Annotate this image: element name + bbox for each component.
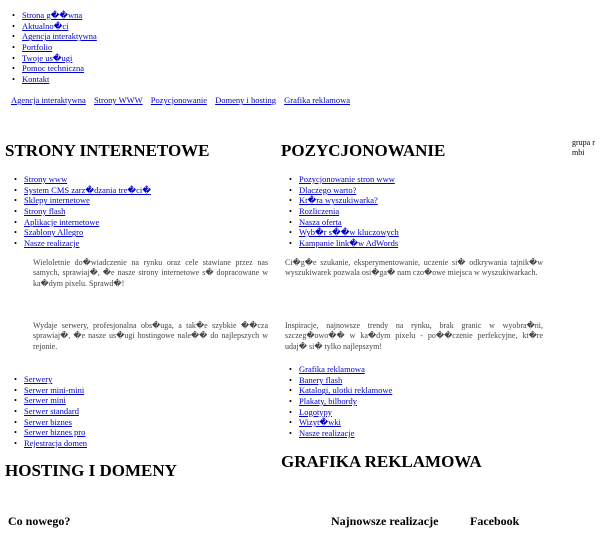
sub-nav-link-hosting[interactable]: Domeny i hosting <box>215 95 277 105</box>
grafika-paragraph: Inspiracje, najnowsze trendy na rynku, brak granic w wyobra�ni, szczeg�owo�� w ka�dym pixelu - po��czenie perfekcyjne, kt�re udaj� si� tylko najlepszym! <box>285 321 543 351</box>
strony-heading: STRONY INTERNETOWE <box>5 141 210 160</box>
main-nav-item-home <box>10 10 97 21</box>
sub-nav-link-graphics[interactable]: Grafika reklamowa <box>284 95 350 105</box>
footer-facebook-heading: Facebook <box>470 514 520 528</box>
hosting-link-standard[interactable]: Serwer standard <box>24 405 79 416</box>
strony-link-www[interactable]: Strony www <box>24 174 68 184</box>
main-nav-item-services <box>10 53 97 64</box>
sub-nav-link-www[interactable]: Strony WWW <box>93 95 143 105</box>
main-nav-item-contact <box>10 74 97 85</box>
pozycjonowanie-link-item <box>287 238 399 249</box>
strony-link-allegro[interactable]: Szablony Allegro <box>24 227 84 238</box>
pozycjonowanie-link-keywords[interactable]: Wyb�r s��w kluczowych <box>299 227 399 238</box>
grafika-link-item <box>287 396 392 407</box>
grafika-link-item <box>287 375 392 386</box>
pozycjonowanie-link-item <box>287 185 399 196</box>
strony-link-item <box>12 227 151 238</box>
strony-link-flash[interactable]: Strony flash <box>24 205 66 216</box>
strony-link-item <box>12 185 151 196</box>
pozycjonowanie-link-engine[interactable]: Kt�ra wyszukiwarka? <box>299 195 378 206</box>
main-nav-link-agency[interactable]: Agencja interaktywna <box>22 31 97 42</box>
pozycjonowanie-link-why[interactable]: Dlaczego warto? <box>299 184 357 195</box>
pozycjonowanie-links-list <box>287 174 399 248</box>
grafika-link-item <box>287 428 392 439</box>
grafika-link-graphics[interactable]: Grafika reklamowa <box>299 364 365 374</box>
main-nav-link-support[interactable]: Pomoc techniczna <box>22 63 85 74</box>
pozycjonowanie-link-item <box>287 227 399 238</box>
footer-news-heading: Co nowego? <box>8 514 71 528</box>
main-nav-link-services[interactable]: Twoje us�ugi <box>22 52 73 63</box>
pozycjonowanie-paragraph: Ci�g�e szukanie, eksperymentowanie, uczenie si� odkrywania tajnik�w wyszukiwarek pozwala osi�ga� nam czo�owe miejsca w wyszukiwarkach. <box>285 258 543 278</box>
hosting-link-mini[interactable]: Serwer mini <box>24 395 66 406</box>
strony-link-portfolio[interactable]: Nasze realizacje <box>24 237 80 248</box>
pozycjonowanie-link-item <box>287 195 399 206</box>
sub-nav-link-agency[interactable]: Agencja interaktywna <box>11 95 86 105</box>
main-nav <box>10 10 97 84</box>
main-nav-item-support <box>10 63 97 74</box>
hosting-link-item <box>12 417 87 428</box>
grafika-link-catalogs[interactable]: Katalogi, ulotki reklamowe <box>299 385 393 396</box>
pozycjonowanie-link-seo[interactable]: Pozycjonowanie stron www <box>299 174 395 184</box>
pozycjonowanie-link-item <box>287 174 399 185</box>
main-nav-link-home[interactable]: Strona g��wna <box>22 10 83 20</box>
grafika-link-item <box>287 407 392 418</box>
main-nav-item-agency <box>10 31 97 42</box>
main-nav-link-news[interactable]: Aktualno�ci <box>22 20 69 31</box>
strony-link-item <box>12 195 151 206</box>
sub-nav-link-seo[interactable]: Pozycjonowanie <box>150 95 207 105</box>
hosting-heading: HOSTING I DOMENY <box>5 461 177 480</box>
grafika-link-posters[interactable]: Plakaty, bilbordy <box>299 395 357 406</box>
hosting-link-business-pro[interactable]: Serwer biznes pro <box>24 427 86 438</box>
hosting-links-list <box>12 374 87 448</box>
main-nav-item-news <box>10 21 97 32</box>
main-nav-link-contact[interactable]: Kontakt <box>22 73 50 84</box>
grafika-link-item <box>287 364 392 375</box>
hosting-link-mini-mini[interactable]: Serwer mini-mini <box>24 384 85 395</box>
strony-link-item <box>12 217 151 228</box>
grafika-link-logos[interactable]: Logotypy <box>299 406 333 417</box>
hosting-link-item <box>12 395 87 406</box>
strony-link-item <box>12 238 151 249</box>
hosting-link-item <box>12 438 87 449</box>
hosting-link-domains[interactable]: Rejestracja domen <box>24 437 88 448</box>
grafika-links-list <box>287 364 392 438</box>
footer-latest-heading: Najnowsze realizacje <box>331 514 439 528</box>
sub-nav <box>11 95 356 106</box>
pozycjonowanie-link-item <box>287 206 399 217</box>
pozycjonowanie-link-item <box>287 217 399 228</box>
strony-links-list <box>12 174 151 248</box>
hosting-link-servers[interactable]: Serwery <box>24 374 53 384</box>
pozycjonowanie-heading: POZYCJONOWANIE <box>281 141 446 160</box>
grafika-link-business-cards[interactable]: Wizyt�wki <box>299 417 341 428</box>
hosting-link-business[interactable]: Serwer biznes <box>24 416 72 427</box>
strony-link-cms[interactable]: System CMS zarz�dzania tre�ci� <box>24 184 151 195</box>
pozycjonowanie-link-billing[interactable]: Rozliczenia <box>299 205 340 216</box>
grafika-link-flash-banners[interactable]: Banery flash <box>299 374 343 385</box>
main-nav-link-portfolio[interactable]: Portfolio <box>22 41 53 52</box>
grafika-heading: GRAFIKA REKLAMOWA <box>281 452 482 471</box>
grafika-link-item <box>287 385 392 396</box>
pozycjonowanie-link-adwords[interactable]: Kampanie link�w AdWords <box>299 237 399 248</box>
strony-link-item <box>12 174 151 185</box>
strony-link-item <box>12 206 151 217</box>
strony-paragraph: Wieloletnie do�wiadczenie na rynku oraz cele stawiane przez nas samych, sprawiaj�, �e nasze strony internetowe s� dopracowane w ka�dym pixelu. Sprawd�! <box>33 258 268 288</box>
grafika-link-item <box>287 417 392 428</box>
hosting-link-item <box>12 427 87 438</box>
strony-link-shops[interactable]: Sklepy internetowe <box>24 195 90 206</box>
hosting-link-item <box>12 374 87 385</box>
hosting-paragraph: Wydaje serwery, profesjonalna obs�uga, a tak�e szybkie ��cza sprawiaj�, �e nasze us�ugi hostingowe nale�� do najlepszych w rejonie. <box>33 321 268 351</box>
hosting-link-item <box>12 406 87 417</box>
main-nav-item-portfolio <box>10 42 97 53</box>
strony-link-apps[interactable]: Aplikacje internetowe <box>24 216 100 227</box>
pozycjonowanie-link-offer[interactable]: Nasza oferta <box>299 216 342 227</box>
grupa-side-note: grupa rmbi <box>572 138 595 157</box>
grafika-link-portfolio[interactable]: Nasze realizacje <box>299 427 355 438</box>
hosting-link-item <box>12 385 87 396</box>
